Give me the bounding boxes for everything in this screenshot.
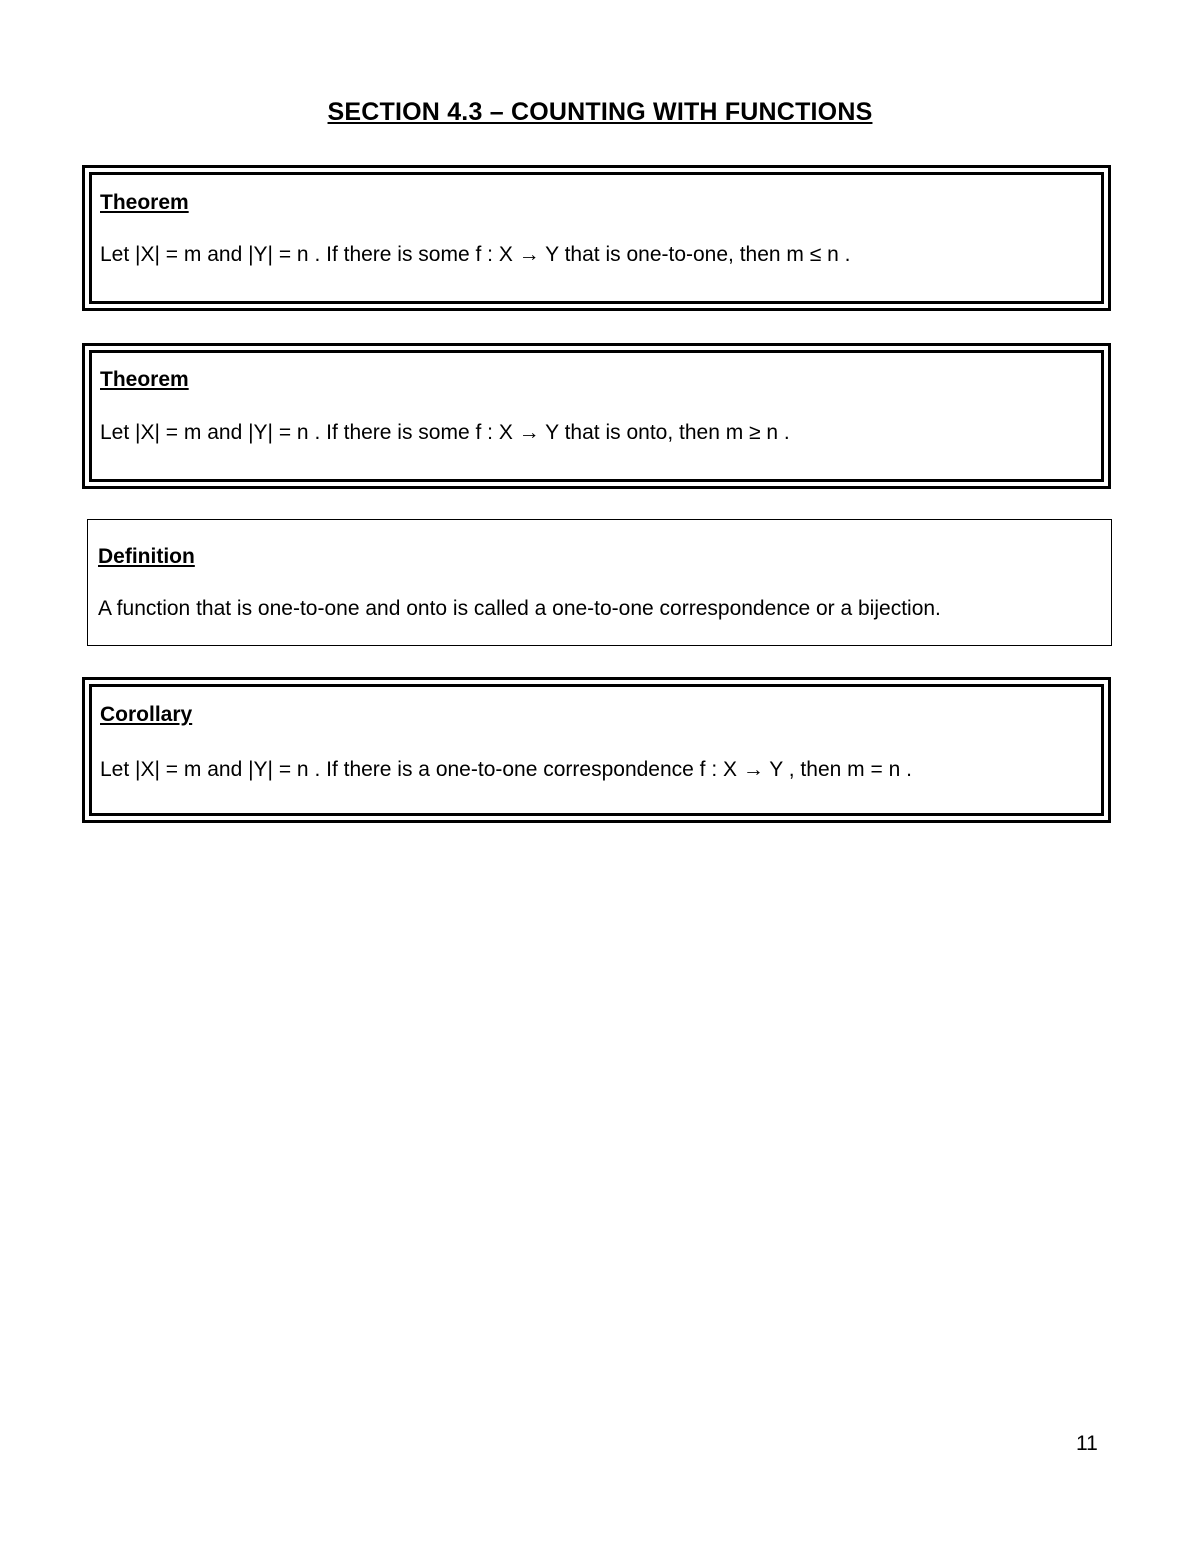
corollary-heading: Corollary <box>100 703 193 726</box>
corollary-box <box>82 677 1111 823</box>
definition-statement: A function that is one-to-one and onto is called a one-to-one correspondence or a bijection. <box>98 597 941 620</box>
corollary-statement: Let |X| = m and |Y| = n . If there is a one-to-one correspondence f : X → Y , then m = n . <box>100 758 912 781</box>
theorem-box-inner <box>89 172 1104 304</box>
definition-box <box>87 519 1112 646</box>
theorem-box <box>82 165 1111 311</box>
theorem-box <box>82 343 1111 489</box>
corollary-box-inner <box>89 684 1104 816</box>
page-number: 11 <box>1076 1432 1098 1455</box>
theorem-heading: Theorem <box>100 368 189 391</box>
theorem-statement: Let |X| = m and |Y| = n . If there is some f : X → Y that is onto, then m ≥ n . <box>100 421 790 444</box>
definition-heading: Definition <box>98 545 195 568</box>
theorem-statement: Let |X| = m and |Y| = n . If there is some f : X → Y that is one-to-one, then m ≤ n . <box>100 243 851 266</box>
page-title: SECTION 4.3 – COUNTING WITH FUNCTIONS <box>327 98 873 126</box>
theorem-box-inner <box>89 350 1104 482</box>
theorem-heading: Theorem <box>100 191 189 214</box>
